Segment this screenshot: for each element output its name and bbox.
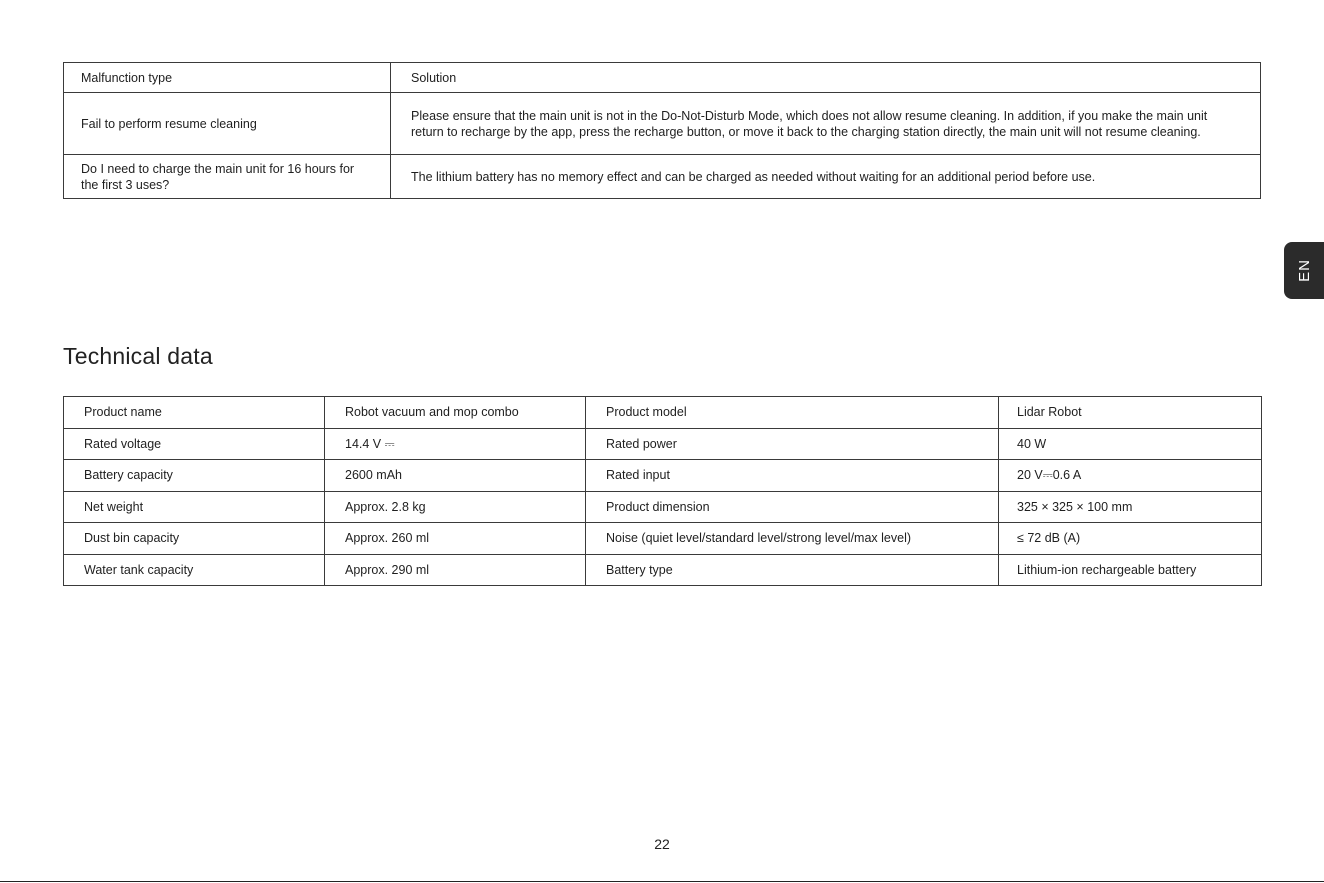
spec-value: Lidar Robot bbox=[999, 397, 1262, 429]
spec-label: Rated power bbox=[586, 428, 999, 460]
table-row bbox=[64, 397, 1262, 429]
troubleshooting-table bbox=[63, 62, 1261, 199]
spec-value: 325 × 325 × 100 mm bbox=[999, 491, 1262, 523]
spec-label: Product dimension bbox=[586, 491, 999, 523]
solution-cell: Please ensure that the main unit is not in the Do-Not-Disturb Mode, which does not allow resume cleaning. In addition, if you make the main unit return to recharge by the app, press the recharge button, or move it back to the charging station directly, the main unit will not resume cleaning. bbox=[391, 93, 1261, 155]
spec-label: Dust bin capacity bbox=[64, 523, 325, 555]
spec-value: 40 W bbox=[999, 428, 1262, 460]
spec-label: Water tank capacity bbox=[64, 554, 325, 586]
bottom-divider bbox=[0, 881, 1324, 882]
spec-value: Approx. 290 ml bbox=[325, 554, 586, 586]
spec-label: Noise (quiet level/standard level/strong level/max level) bbox=[586, 523, 999, 555]
header-malfunction-type: Malfunction type bbox=[64, 63, 391, 93]
spec-value: Approx. 260 ml bbox=[325, 523, 586, 555]
table-row bbox=[64, 428, 1262, 460]
language-tab-label: EN bbox=[1295, 259, 1313, 282]
spec-label: Battery type bbox=[586, 554, 999, 586]
table-row bbox=[64, 523, 1262, 555]
table-row bbox=[64, 554, 1262, 586]
spec-value: Approx. 2.8 kg bbox=[325, 491, 586, 523]
technical-data-table bbox=[63, 396, 1262, 586]
spec-label: Rated input bbox=[586, 460, 999, 492]
spec-value: Robot vacuum and mop combo bbox=[325, 397, 586, 429]
malfunction-cell: Fail to perform resume cleaning bbox=[64, 93, 391, 155]
spec-value: ≤ 72 dB (A) bbox=[999, 523, 1262, 555]
spec-value: 2600 mAh bbox=[325, 460, 586, 492]
spec-label: Battery capacity bbox=[64, 460, 325, 492]
spec-label: Product model bbox=[586, 397, 999, 429]
language-tab bbox=[1284, 242, 1324, 299]
malfunction-cell: Do I need to charge the main unit for 16 hours for the first 3 uses? bbox=[64, 155, 391, 199]
spec-value: Lithium-ion rechargeable battery bbox=[999, 554, 1262, 586]
table-row bbox=[64, 460, 1262, 492]
spec-label: Net weight bbox=[64, 491, 325, 523]
spec-value: 20 V⎓0.6 A bbox=[999, 460, 1262, 492]
table-row bbox=[64, 155, 1261, 199]
section-title: Technical data bbox=[63, 343, 213, 369]
spec-value: 14.4 V ⎓ bbox=[325, 428, 586, 460]
page-number: 22 bbox=[654, 836, 670, 852]
table-header-row bbox=[64, 63, 1261, 93]
spec-label: Product name bbox=[64, 397, 325, 429]
spec-label: Rated voltage bbox=[64, 428, 325, 460]
header-solution: Solution bbox=[391, 63, 1261, 93]
table-row bbox=[64, 93, 1261, 155]
table-row bbox=[64, 491, 1262, 523]
solution-cell: The lithium battery has no memory effect and can be charged as needed without waiting for an additional period before use. bbox=[391, 155, 1261, 199]
